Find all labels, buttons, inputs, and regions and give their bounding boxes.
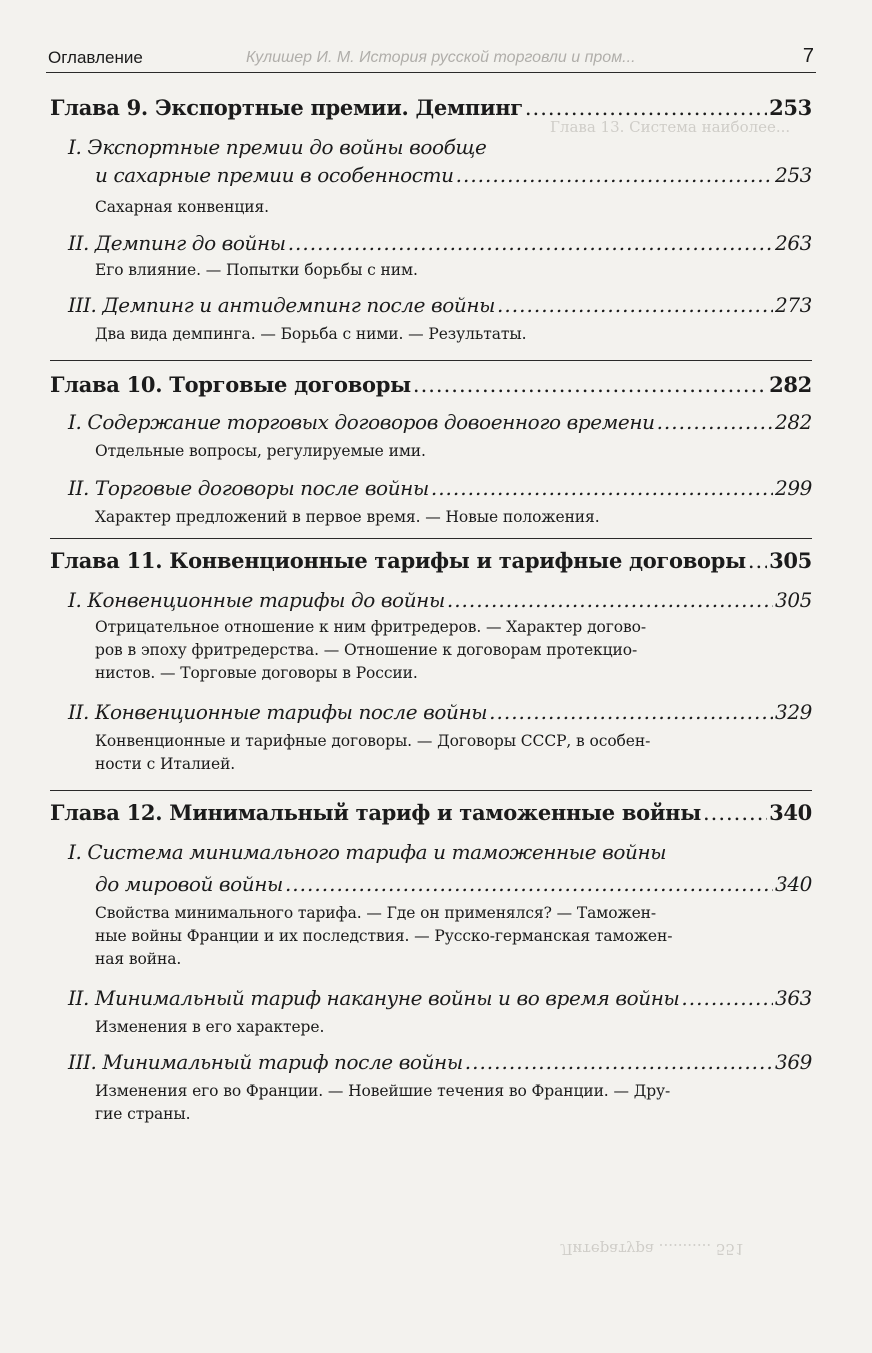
section-entry[interactable]	[95, 872, 812, 896]
section-description: Отдельные вопросы, регулируемые ими.	[95, 442, 426, 460]
section-entry[interactable]	[68, 476, 812, 500]
leader-dots	[748, 549, 767, 573]
chapter-divider	[50, 360, 812, 361]
section-entry[interactable]	[95, 163, 812, 187]
chapter-title: Глава 9. Экспортные премии. Демпинг	[50, 95, 523, 120]
section-title: II. Демпинг до войны	[68, 231, 286, 255]
section-page: 273	[775, 293, 812, 317]
header-bleed-through: Кулишер И. М. История русской торговли и пром...	[246, 49, 636, 66]
chapter-page: 305	[769, 548, 812, 573]
leader-dots	[497, 293, 773, 317]
section-page: 363	[775, 986, 812, 1010]
section-title: I. Конвенционные тарифы до войны	[68, 588, 445, 612]
section-description: Два вида демпинга. — Борьба с ними. — Результаты.	[95, 325, 527, 343]
section-entry[interactable]	[68, 588, 812, 612]
section-page: 340	[775, 872, 812, 896]
description-line: ная война.	[95, 950, 182, 968]
section-page: 305	[775, 588, 812, 612]
leader-dots	[285, 872, 773, 896]
running-header	[46, 42, 816, 73]
leader-dots	[447, 588, 773, 612]
section-description	[95, 1080, 755, 1126]
section-title-line1[interactable]: I. Экспортные премии до войны вообще	[68, 135, 487, 159]
section-title: до мировой войны	[95, 872, 283, 896]
chapter-page: 340	[769, 800, 812, 825]
description-line: Отрицательное отношение к ним фритредеров. — Характер догово-	[95, 618, 646, 636]
section-page: 329	[775, 700, 812, 724]
chapter-title: Глава 12. Минимальный тариф и таможенные войны	[50, 800, 701, 825]
leader-dots	[489, 700, 773, 724]
description-line: Конвенционные и тарифные договоры. — Договоры СССР, в особен-	[95, 732, 651, 750]
section-description	[95, 616, 755, 685]
leader-dots	[288, 231, 773, 255]
description-line: Изменения его во Франции. — Новейшие течения во Франции. — Дру-	[95, 1082, 671, 1100]
section-title: III. Демпинг и антидемпинг после войны	[68, 293, 496, 317]
description-line: нистов. — Торговые договоры в России.	[95, 664, 418, 682]
leader-dots	[456, 163, 773, 187]
section-entry[interactable]	[68, 1050, 812, 1074]
section-page: 253	[775, 163, 812, 187]
section-title: I. Содержание торговых договоров довоенного времени	[68, 410, 655, 434]
bleed-through-text: Литература ........... 551	[560, 1240, 745, 1258]
leader-dots	[431, 476, 773, 500]
section-entry[interactable]	[68, 410, 812, 434]
section-page: 369	[775, 1050, 812, 1074]
chapter-page: 253	[769, 95, 812, 120]
section-description	[95, 730, 755, 776]
leader-dots	[465, 1050, 773, 1074]
section-entry[interactable]	[68, 231, 812, 255]
chapter-heading[interactable]	[50, 95, 812, 120]
section-description	[95, 902, 755, 971]
section-title: II. Торговые договоры после войны	[68, 476, 429, 500]
section-page: 299	[775, 476, 812, 500]
chapter-title: Глава 10. Торговые договоры	[50, 372, 411, 397]
section-title: II. Конвенционные тарифы после войны	[68, 700, 488, 724]
description-line: ров в эпоху фритредерства. — Отношение к договорам протекцио-	[95, 641, 638, 659]
section-entry[interactable]	[68, 986, 812, 1010]
bleed-through-text: Глава 13. Система наиболее...	[550, 118, 791, 136]
chapter-divider	[50, 538, 812, 539]
section-title: III. Минимальный тариф после войны	[68, 1050, 463, 1074]
leader-dots	[681, 986, 773, 1010]
description-line: ности с Италией.	[95, 755, 236, 773]
chapter-divider	[50, 790, 812, 791]
section-entry[interactable]	[68, 293, 812, 317]
chapter-heading[interactable]	[50, 800, 812, 825]
section-title: II. Минимальный тариф накануне войны и во время войны	[68, 986, 680, 1010]
chapter-page: 282	[769, 372, 812, 397]
section-description: Сахарная конвенция.	[95, 198, 269, 216]
leader-dots	[525, 96, 767, 120]
section-description: Его влияние. — Попытки борьбы с ним.	[95, 261, 418, 279]
chapter-heading[interactable]	[50, 548, 812, 573]
section-description: Характер предложений в первое время. — Новые положения.	[95, 508, 600, 526]
section-entry[interactable]	[68, 700, 812, 724]
section-title-line1[interactable]: I. Система минимального тарифа и таможенные войны	[68, 840, 667, 864]
chapter-title: Глава 11. Конвенционные тарифы и тарифные договоры	[50, 548, 746, 573]
section-page: 282	[775, 410, 812, 434]
description-line: Свойства минимального тарифа. — Где он применялся? — Таможен-	[95, 904, 657, 922]
header-page-number: 7	[802, 45, 814, 67]
section-title: и сахарные премии в особенности	[95, 163, 454, 187]
header-section-title: Оглавление	[48, 48, 143, 67]
section-page: 263	[775, 231, 812, 255]
leader-dots	[703, 801, 767, 825]
leader-dots	[413, 373, 767, 397]
description-line: гие страны.	[95, 1105, 191, 1123]
leader-dots	[657, 410, 773, 434]
section-description: Изменения в его характере.	[95, 1018, 325, 1036]
chapter-heading[interactable]	[50, 372, 812, 397]
description-line: ные войны Франции и их последствия. — Русско-германская таможен-	[95, 927, 673, 945]
